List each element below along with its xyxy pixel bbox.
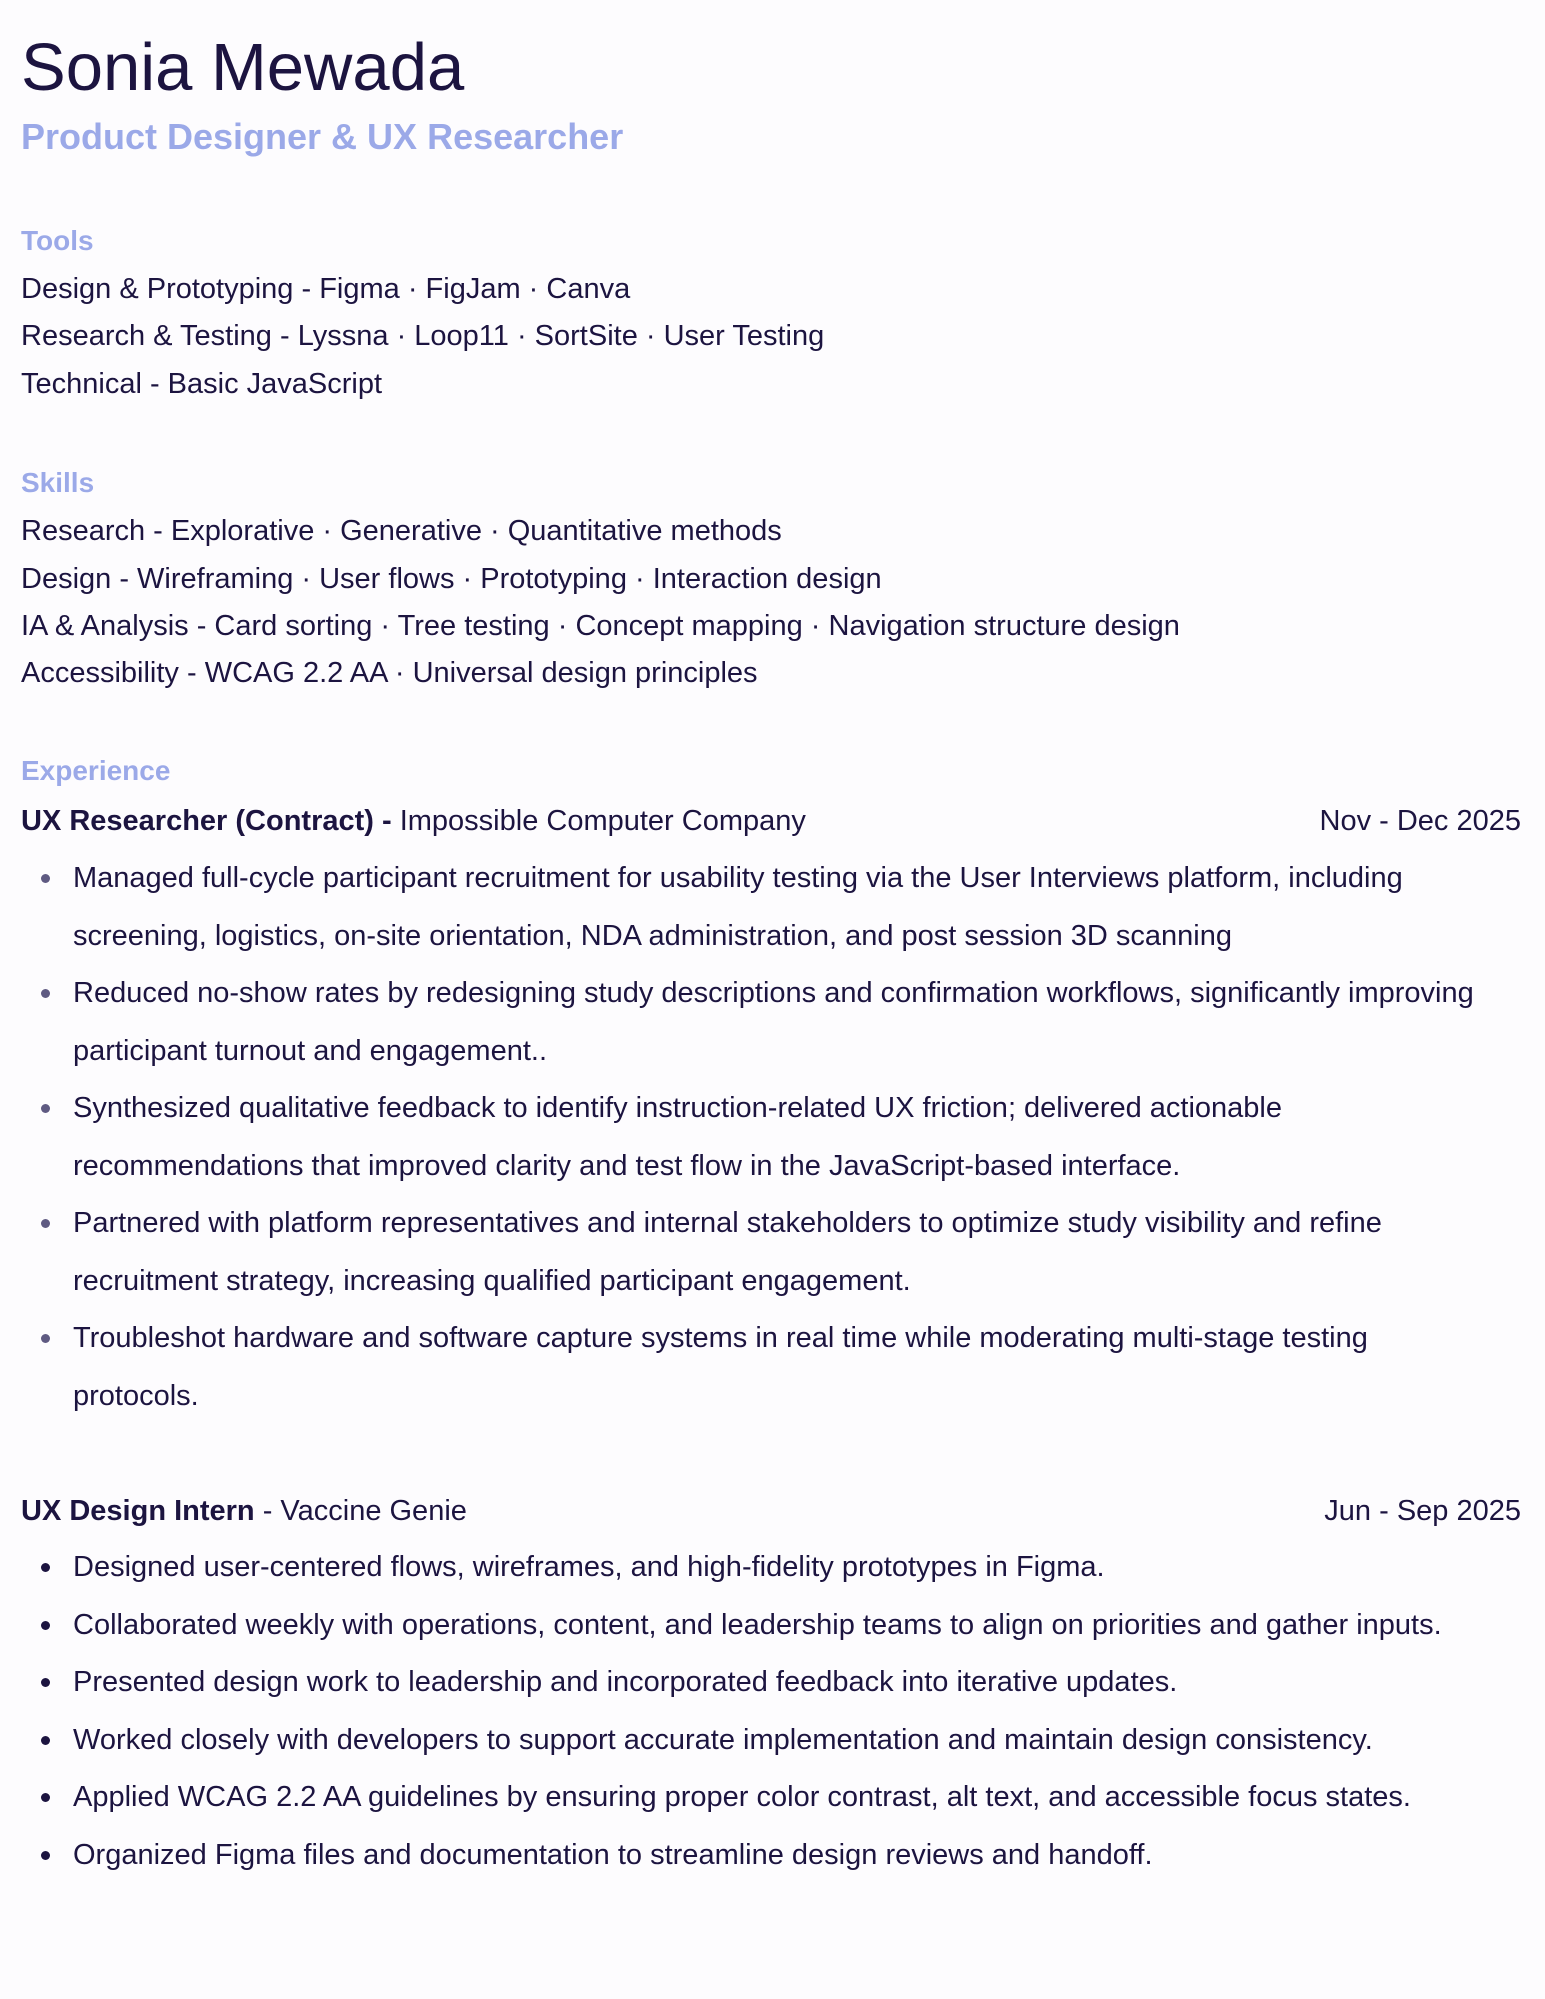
job-bullet: Managed full-cycle participant recruitment for usability testing via the User Interviews platform, including screening, logistics, on-site orientation, NDA administration, and post session 3D scanning bbox=[21, 850, 1521, 965]
job-dates: Jun - Sep 2025 bbox=[1324, 1495, 1521, 1527]
candidate-role: Product Designer & UX Researcher bbox=[21, 116, 624, 157]
job-title: UX Design Intern bbox=[21, 1495, 255, 1527]
experience-heading: Experience bbox=[21, 755, 171, 786]
job-bullet: Troubleshot hardware and software capture systems in real time while moderating multi-stage testing protocols. bbox=[21, 1310, 1521, 1425]
tools-line-technical: Technical - Basic JavaScript bbox=[21, 368, 383, 400]
job-bullet: Synthesized qualitative feedback to identify instruction-related UX friction; delivered actionable recommendations that improved clarity and test flow in the JavaScript-based interface. bbox=[21, 1080, 1521, 1195]
job-dates: Nov - Dec 2025 bbox=[1319, 805, 1521, 837]
tools-heading: Tools bbox=[21, 225, 94, 256]
job-bullet: Collaborated weekly with operations, content, and leadership teams to align on priorities and gather inputs. bbox=[21, 1597, 1521, 1655]
candidate-name: Sonia Mewada bbox=[21, 30, 465, 105]
skills-line-accessibility: Accessibility - WCAG 2.2 AA · Universal design principles bbox=[21, 657, 758, 689]
job-bullet-list bbox=[21, 850, 1521, 1425]
job-bullet: Designed user-centered flows, wireframes, and high-fidelity prototypes in Figma. bbox=[21, 1539, 1521, 1597]
tools-line-design: Design & Prototyping - Figma · FigJam · Canva bbox=[21, 273, 631, 305]
job-company: - Vaccine Genie bbox=[254, 1495, 467, 1527]
job-bullet: Applied WCAG 2.2 AA guidelines by ensuring proper color contrast, alt text, and accessible focus states. bbox=[21, 1769, 1521, 1827]
job-header bbox=[21, 1493, 1521, 1529]
job-bullet: Reduced no-show rates by redesigning study descriptions and confirmation workflows, significantly improving participant turnout and engagement.. bbox=[21, 965, 1521, 1080]
job-company: Impossible Computer Company bbox=[391, 805, 806, 837]
job-title: UX Researcher (Contract) - bbox=[21, 805, 392, 837]
skills-line-research: Research - Explorative · Generative · Quantitative methods bbox=[21, 515, 782, 547]
job-bullet: Organized Figma files and documentation to streamline design reviews and handoff. bbox=[21, 1827, 1521, 1885]
job-bullet: Partnered with platform representatives and internal stakeholders to optimize study visibility and refine recruitment strategy, increasing qualified participant engagement. bbox=[21, 1195, 1521, 1310]
skills-line-design: Design - Wireframing · User flows · Prototyping · Interaction design bbox=[21, 563, 882, 595]
skills-line-ia-analysis: IA & Analysis - Card sorting · Tree testing · Concept mapping · Navigation structure design bbox=[21, 610, 1180, 642]
job-bullet: Presented design work to leadership and incorporated feedback into iterative updates. bbox=[21, 1654, 1521, 1712]
tools-line-research: Research & Testing - Lyssna · Loop11 · SortSite · User Testing bbox=[21, 320, 825, 352]
job-bullet: Worked closely with developers to support accurate implementation and maintain design consistency. bbox=[21, 1712, 1521, 1770]
job-bullet-list bbox=[21, 1539, 1521, 1884]
job-header bbox=[21, 803, 1521, 839]
skills-heading: Skills bbox=[21, 467, 95, 498]
